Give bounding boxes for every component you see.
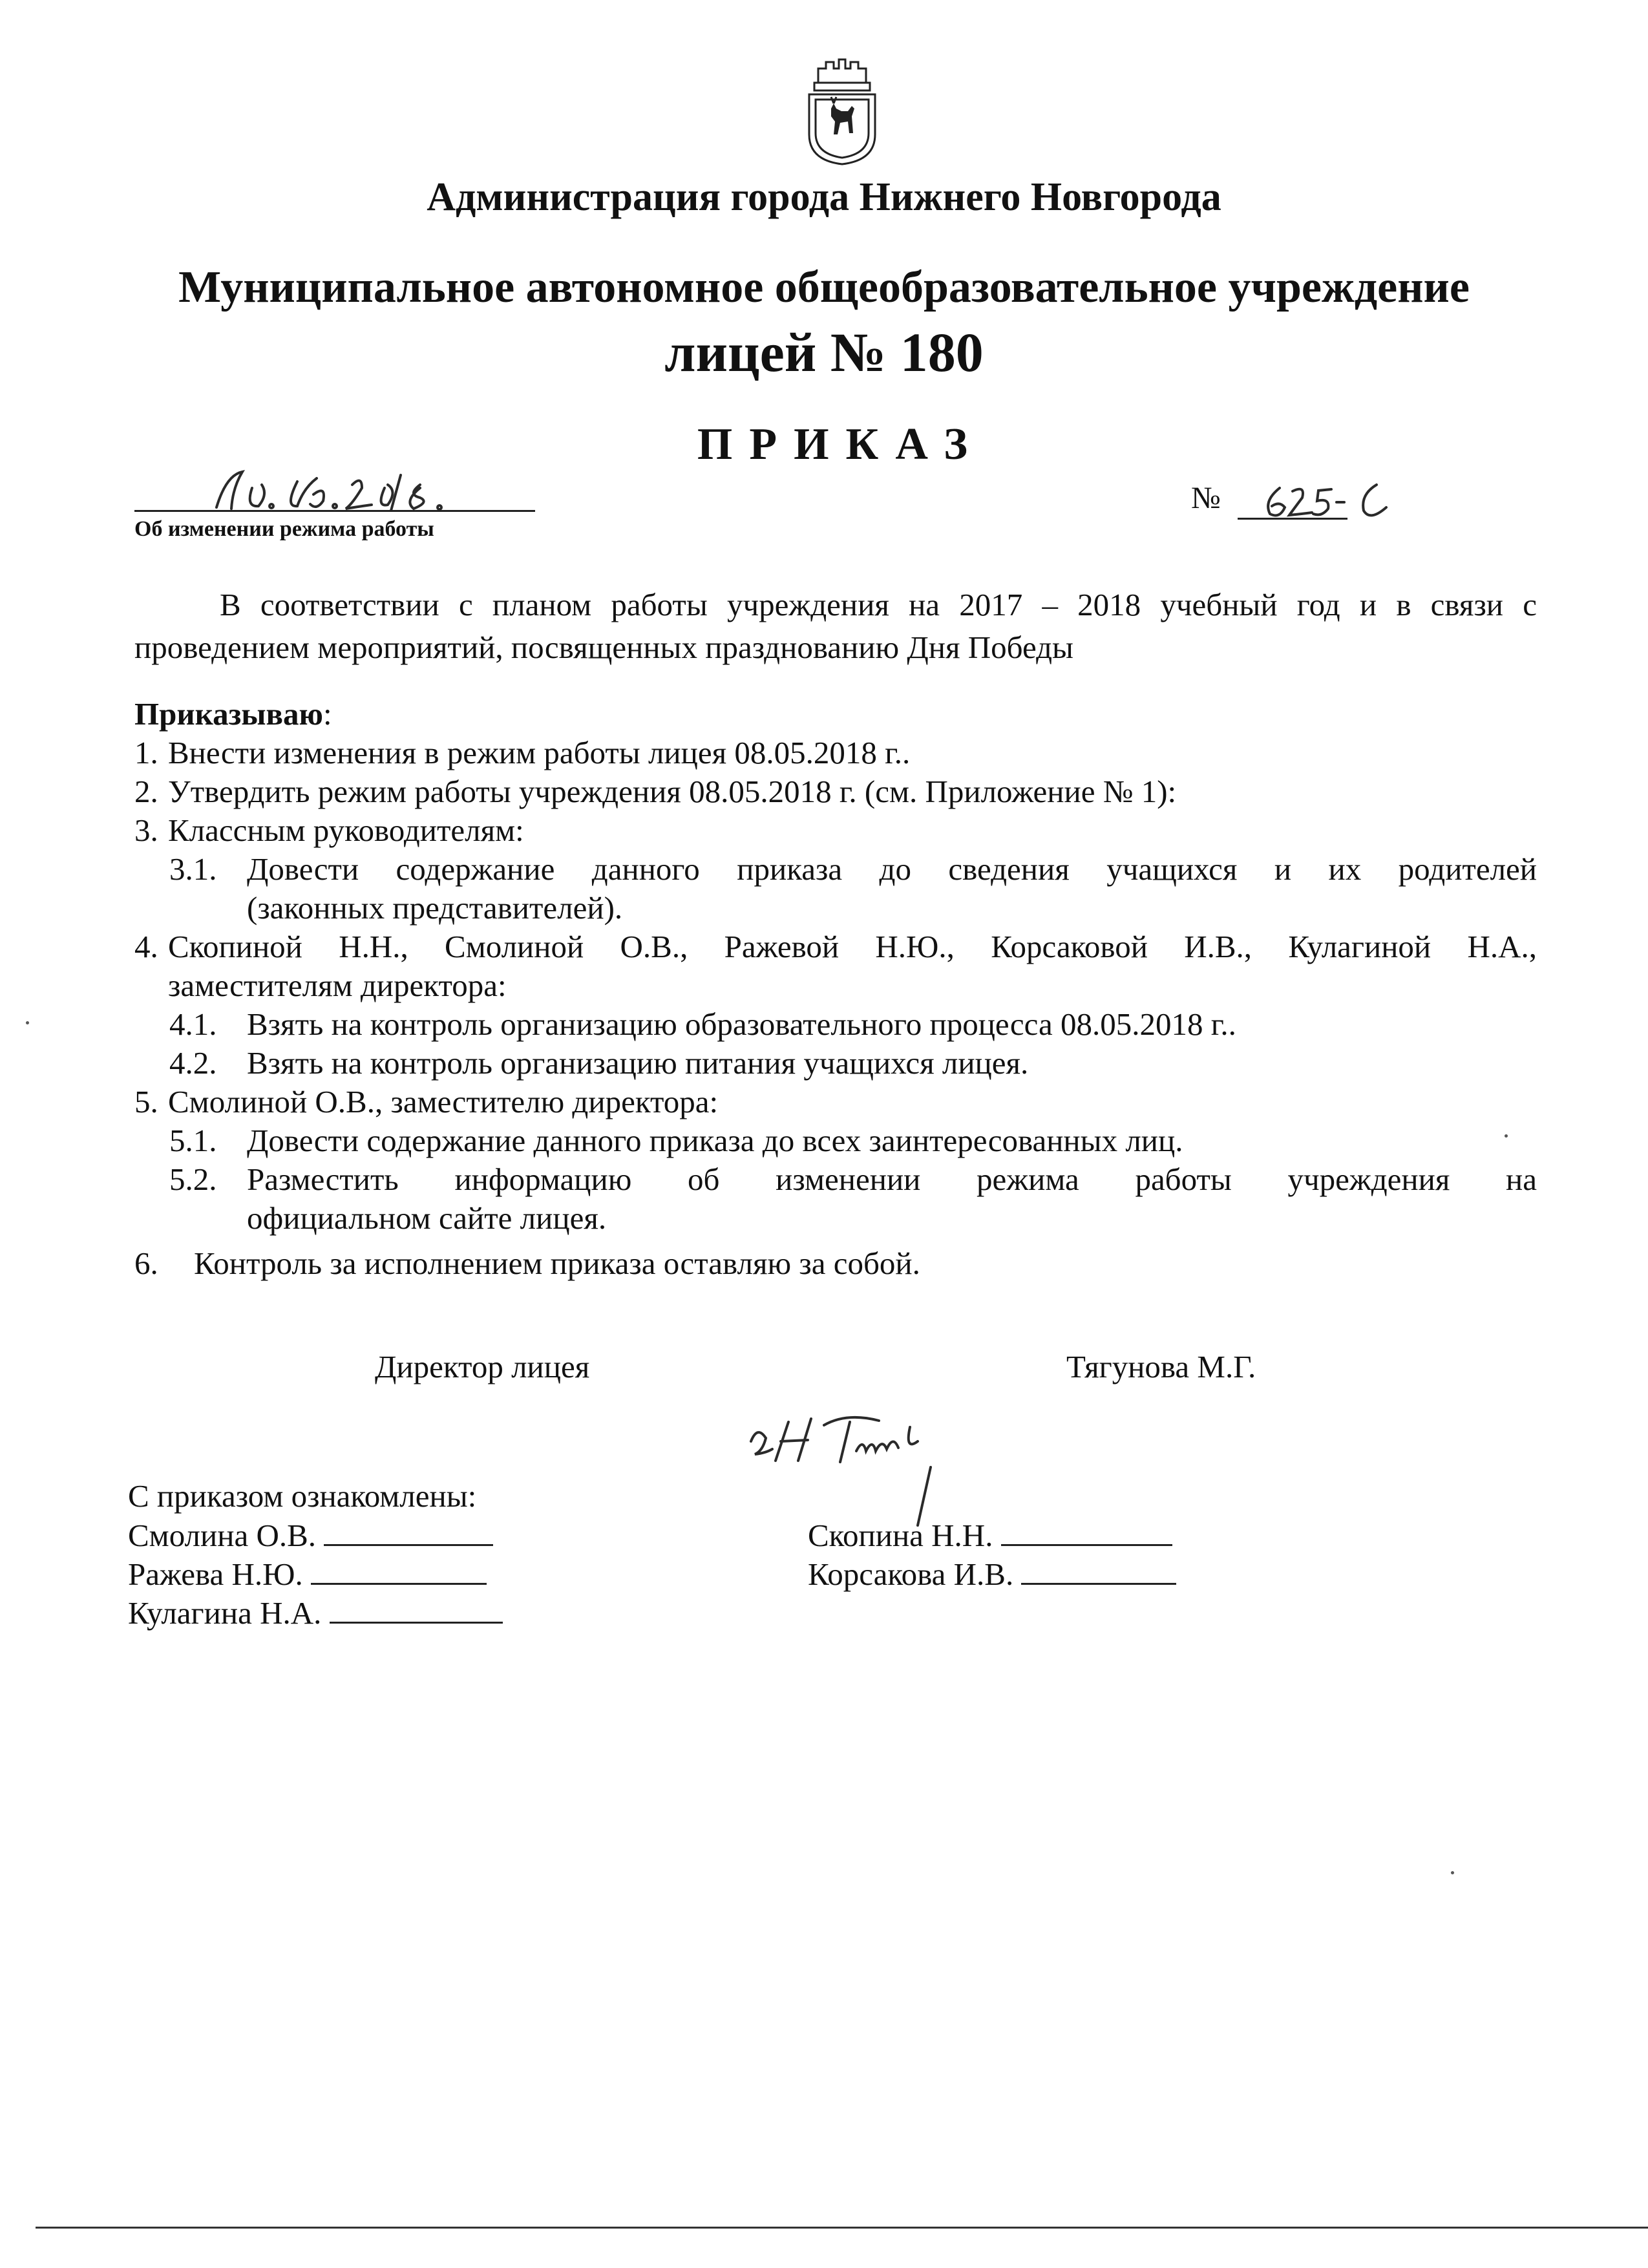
acknowledgement-entry: Кулагина Н.А.: [128, 1593, 503, 1633]
director-name: Тягунова М.Г.: [1066, 1349, 1256, 1384]
acknowledgement-heading: С приказом ознакомлены:: [128, 1478, 477, 1514]
administration-title: Администрация города Нижнего Новгорода: [427, 175, 1221, 219]
list-item-text: Довести содержание данного приказа до сведения учащихся и их родителей: [247, 851, 1537, 887]
order-word: Приказываю: [134, 696, 323, 732]
list-item: 3.1.: [169, 851, 217, 887]
list-item: 5.2.: [169, 1161, 217, 1197]
order-number-label: №: [1191, 481, 1221, 515]
director-position: Директор лицея: [375, 1349, 590, 1384]
acknowledgement-entry: Скопина Н.Н.: [808, 1516, 1172, 1555]
preamble-paragraph: В соответствии с планом работы учреждения на 2017 – 2018 учебный год и в связи с проведением мероприятий, посвященных празднованию Дня Победы: [134, 587, 1537, 665]
scan-speck: [1451, 1871, 1454, 1874]
acknowledgement-entry: Корсакова И.В.: [808, 1554, 1176, 1594]
list-item: 5.1. Довести содержание данного приказа до всех заинтересованных лиц.: [169, 1123, 1183, 1158]
list-item-continuation: официальном сайте лицея.: [247, 1200, 607, 1236]
date-underline: [134, 510, 535, 512]
list-item: 2. Утвердить режим работы учреждения 08.05.2018 г. (см. Приложение № 1):: [134, 774, 1177, 809]
city-coat-of-arms-emblem: [800, 57, 884, 167]
list-item: 4.2. Взять на контроль организацию питания учащихся лицея.: [169, 1045, 1029, 1081]
page-bottom-rule: [36, 2227, 1648, 2229]
document-type-title: ПРИКАЗ: [697, 419, 985, 469]
list-item: 5. Смолиной О.В., заместителю директора:: [134, 1084, 719, 1119]
list-item: 4.1. Взять на контроль организацию образовательного процесса 08.05.2018 г..: [169, 1006, 1236, 1042]
institution-title: Муниципальное автономное общеобразовательное учреждение: [178, 262, 1470, 312]
list-item: 1. Внести изменения в режим работы лицея 08.05.2018 г..: [134, 735, 911, 770]
handwritten-order-number: [1254, 462, 1422, 527]
order-heading: [134, 695, 332, 734]
scan-speck: [26, 1021, 29, 1024]
list-item: 4.: [134, 929, 158, 964]
scan-speck: [1505, 1134, 1508, 1138]
acknowledgement-entry: Ражева Н.Ю.: [128, 1554, 487, 1594]
order-colon: :: [322, 696, 332, 732]
order-subject: Об изменении режима работы: [134, 517, 434, 541]
list-item-text: Разместить информацию об изменении режима работы учреждения на: [247, 1161, 1537, 1197]
list-item: 3. Классным руководителям:: [134, 812, 524, 848]
list-item-text: Скопиной Н.Н., Смолиной О.В., Ражевой Н.Ю., Корсаковой И.В., Кулагиной Н.А.,: [168, 929, 1537, 964]
list-item-continuation: заместителям директора:: [168, 968, 507, 1003]
acknowledgement-entry: Смолина О.В.: [128, 1516, 493, 1555]
list-item-continuation: (законных представителей).: [247, 890, 623, 926]
list-item: 6. Контроль за исполнением приказа оставляю за собой.: [134, 1245, 920, 1281]
lyceum-title: лицей № 180: [664, 321, 984, 383]
